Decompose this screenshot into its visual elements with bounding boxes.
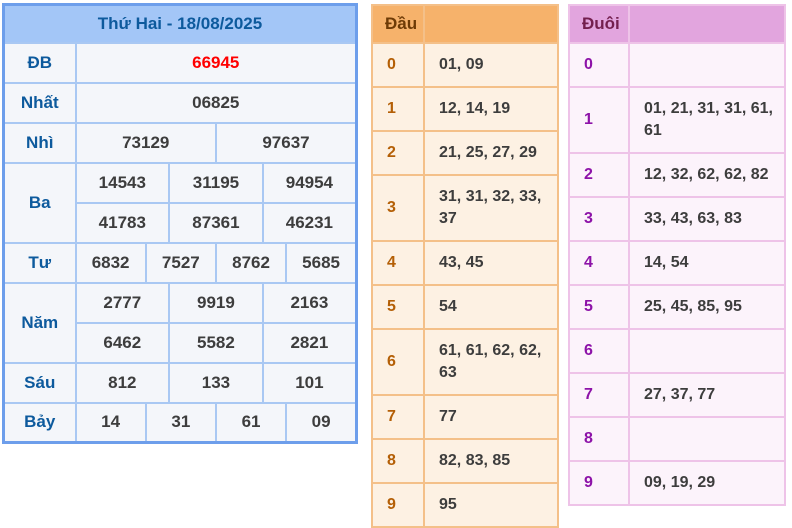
dau-row [372,395,558,439]
dau-row [372,483,558,527]
prize-value: 5582 [169,323,263,363]
prize-row [4,123,357,163]
results-table-body [4,43,357,443]
prize-value: 14543 [76,163,170,203]
duoi-digit: 5 [569,285,629,329]
dau-digit: 4 [372,241,424,285]
dau-digit: 5 [372,285,424,329]
dau-numbers: 12, 14, 19 [424,87,558,131]
prize-value: 61 [216,403,286,443]
dau-panel [371,4,559,528]
dau-row [372,175,558,241]
duoi-row [569,197,785,241]
prize-value: 133 [169,363,263,403]
dau-numbers: 01, 09 [424,43,558,87]
duoi-numbers [629,417,785,461]
prize-row [4,283,357,323]
prize-value: 6832 [76,243,146,283]
dau-header-spacer [424,5,558,43]
duoi-digit: 2 [569,153,629,197]
prize-value: 41783 [76,203,170,243]
dau-numbers: 54 [424,285,558,329]
prize-value: 97637 [216,123,357,163]
duoi-row [569,153,785,197]
duoi-numbers [629,329,785,373]
dau-row [372,43,558,87]
dau-numbers: 21, 25, 27, 29 [424,131,558,175]
dau-digit: 2 [372,131,424,175]
results-date-title: Thứ Hai - 18/08/2025 [4,5,357,43]
duoi-header-spacer [629,5,785,43]
prize-value: 2163 [263,283,357,323]
duoi-row [569,285,785,329]
dau-row [372,285,558,329]
prize-row [4,403,357,443]
dau-numbers: 95 [424,483,558,527]
dau-digit: 0 [372,43,424,87]
results-header-row [4,5,357,43]
duoi-digit: 7 [569,373,629,417]
dau-header-label: Đầu [372,5,424,43]
results-panel [2,3,358,444]
duoi-numbers: 27, 37, 77 [629,373,785,417]
duoi-row [569,461,785,505]
prize-row [4,163,357,203]
duoi-row [569,417,785,461]
prize-label: Nhất [4,83,76,123]
duoi-digit: 4 [569,241,629,285]
dau-row [372,241,558,285]
duoi-table [568,4,786,506]
dau-digit: 8 [372,439,424,483]
duoi-row [569,329,785,373]
prize-value: 9919 [169,283,263,323]
prize-label: Năm [4,283,76,363]
prize-value: 31195 [169,163,263,203]
dau-digit: 3 [372,175,424,241]
prize-value: 8762 [216,243,286,283]
prize-row [4,363,357,403]
dau-numbers: 43, 45 [424,241,558,285]
prize-value: 06825 [76,83,357,123]
dau-numbers: 77 [424,395,558,439]
duoi-digit: 1 [569,87,629,153]
dau-digit: 6 [372,329,424,395]
prize-value: 73129 [76,123,216,163]
duoi-table-body [569,43,785,505]
duoi-row [569,43,785,87]
prize-value: 812 [76,363,170,403]
dau-digit: 9 [372,483,424,527]
duoi-numbers: 33, 43, 63, 83 [629,197,785,241]
prize-label: Ba [4,163,76,243]
dau-table-body [372,43,558,527]
duoi-digit: 9 [569,461,629,505]
prize-value: 2777 [76,283,170,323]
duoi-header-label: Đuôi [569,5,629,43]
prize-label: Bảy [4,403,76,443]
dau-row [372,131,558,175]
prize-label: Nhì [4,123,76,163]
prize-row [4,43,357,83]
dau-numbers: 82, 83, 85 [424,439,558,483]
duoi-numbers: 14, 54 [629,241,785,285]
prize-value: 5685 [286,243,356,283]
duoi-numbers: 09, 19, 29 [629,461,785,505]
duoi-digit: 3 [569,197,629,241]
duoi-row [569,241,785,285]
duoi-row [569,87,785,153]
dau-row [372,87,558,131]
duoi-numbers: 25, 45, 85, 95 [629,285,785,329]
dau-row [372,329,558,395]
dau-header-row [372,5,558,43]
dau-table [371,4,559,528]
prize-value: 6462 [76,323,170,363]
dau-digit: 7 [372,395,424,439]
duoi-row [569,373,785,417]
duoi-numbers [629,43,785,87]
dau-digit: 1 [372,87,424,131]
duoi-digit: 6 [569,329,629,373]
duoi-digit: 0 [569,43,629,87]
duoi-header-row [569,5,785,43]
prize-value: 87361 [169,203,263,243]
duoi-numbers: 01, 21, 31, 31, 61, 61 [629,87,785,153]
prize-row [4,243,357,283]
duoi-numbers: 12, 32, 62, 62, 82 [629,153,785,197]
prize-value: 14 [76,403,146,443]
prize-value: 7527 [146,243,216,283]
duoi-panel [568,4,786,506]
prize-value: 2821 [263,323,357,363]
prize-value: 09 [286,403,356,443]
prize-value: 31 [146,403,216,443]
special-prize-value: 66945 [76,43,357,83]
results-table [2,3,358,444]
prize-value: 94954 [263,163,357,203]
duoi-digit: 8 [569,417,629,461]
prize-value: 101 [263,363,357,403]
prize-label: Sáu [4,363,76,403]
dau-row [372,439,558,483]
dau-numbers: 31, 31, 32, 33, 37 [424,175,558,241]
prize-row [4,83,357,123]
prize-value: 46231 [263,203,357,243]
dau-numbers: 61, 61, 62, 62, 63 [424,329,558,395]
prize-label: ĐB [4,43,76,83]
prize-label: Tư [4,243,76,283]
